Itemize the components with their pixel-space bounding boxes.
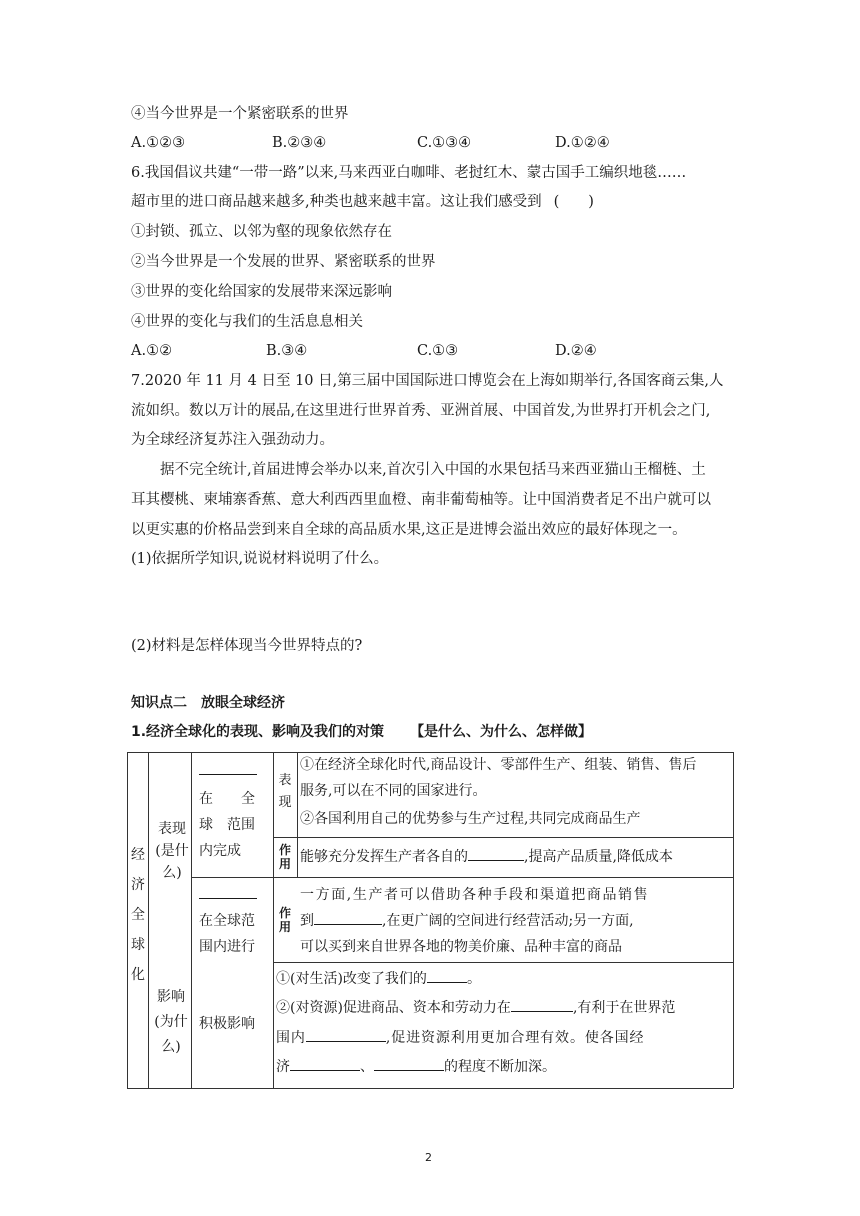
biaoxian-label: 表 现 [278, 773, 292, 810]
row7-text: 济 、 的程度不断加深。 [276, 1054, 556, 1080]
trade-label: 在全球范 围内进行 [199, 913, 255, 955]
question-type-bracket: 【是什么、为什么、怎样做】 [410, 724, 593, 740]
q7-para2-line-1: 据不完全统计,首届进博会举办以来,首次引入中国的水果包括马来西亚猫山王榴梿、土 [160, 462, 706, 478]
q6-item-2: ②当今世界是一个发展的世界、紧密联系的世界 [131, 254, 436, 270]
row3-line-3: 可以买到来自世界各地的物美价廉、品种丰富的商品 [300, 939, 622, 955]
connection-blank-1[interactable] [290, 1056, 360, 1071]
row1-line-2: 服务,可以在不同的国家进行。 [300, 783, 487, 799]
q7-subquestion-2: (2)材料是怎样体现当今世界特点的? [131, 638, 363, 654]
section-heading: 知识点二 放眼全球经济 [131, 695, 285, 711]
q5-item-4: ④当今世界是一个紧密联系的世界 [131, 106, 349, 122]
row3-line-1: 一方面,生产者可以借助各种手段和渠道把商品销售 [300, 887, 650, 903]
q6-option-a: A.①② [131, 343, 173, 359]
q6-item-4: ④世界的变化与我们的生活息息相关 [131, 314, 363, 330]
q7-para2-line-3: 以更实惠的价格品尝到来自全球的高品质水果,这正是进博会溢出效应的最好体现之一。 [131, 522, 687, 538]
q7-para2-line-2: 耳其樱桃、柬埔寨香蕉、意大利西西里血橙、南非葡萄柚等。让中国消费者足不出户就可以 [131, 492, 711, 508]
q6-stem-line-2: 超市里的进口商品越来越多,种类也越来越丰富。这让我们感受到 ( ) [131, 194, 594, 210]
market-blank[interactable] [314, 910, 382, 925]
flow-blank[interactable] [511, 997, 573, 1012]
production-blank[interactable] [199, 760, 257, 775]
impact-label: 影响 (为什 么) [154, 989, 188, 1055]
advantage-blank[interactable] [468, 846, 524, 861]
expression-label: 表现 (是什 么) [155, 821, 189, 881]
positive-impact-label: 积极影响 [199, 1016, 255, 1032]
q7-para1-line-3: 为全球经济复苏注入强劲动力。 [131, 432, 334, 448]
q5-option-d: D.①②④ [555, 135, 610, 151]
row3-line-2: 到 ,在更广阔的空间进行经营活动;另一方面, [300, 908, 634, 934]
q5-option-b: B.②③④ [272, 135, 327, 151]
answer-parentheses: ( ) [553, 194, 594, 210]
production-label: 在 全 球 范围 内完成 [199, 791, 255, 859]
row1-line-1: ①在经济全球化时代,商品设计、零部件生产、组装、销售、售后 [300, 757, 697, 773]
q6-item-3: ③世界的变化给国家的发展带来深远影响 [131, 284, 392, 300]
q6-option-b: B.③④ [266, 343, 308, 359]
trade-blank[interactable] [199, 884, 257, 899]
q6-option-c: C.①③ [417, 343, 459, 359]
q6-stem-line-1: 6.我国倡议共建“一带一路”以来,马来西亚白咖啡、老挝红木、蒙古国手工编织地毯…… [131, 165, 687, 181]
row1-line-3: ②各国利用自己的优势参与生产过程,共同完成商品生产 [300, 811, 641, 827]
row5-text: ②(对资源)促进商品、资本和劳动力在 ,有利于在世界范 [276, 995, 675, 1021]
q5-option-c: C.①③④ [417, 135, 472, 151]
zuoyong-label-2: 作 用 [278, 906, 291, 934]
row2-text: 能够充分发挥生产者各自的 ,提高产品质量,降低成本 [300, 844, 673, 870]
row4-text: ①(对生活)改变了我们的 。 [276, 966, 481, 992]
zuoyong-label-1: 作 用 [278, 843, 291, 871]
life-blank[interactable] [427, 968, 467, 983]
q7-para1-line-1: 7.2020 年 11 月 4 日至 10 日,第三届中国国际进口博览会在上海如期举行,各国客商云集,人 [131, 373, 724, 389]
q7-para1-line-2: 流如织。数以万计的展品,在这里进行世界首秀、亚洲首展、中国首发,为世界打开机会之门, [131, 403, 711, 419]
q6-option-d: D.②④ [555, 343, 597, 359]
q5-option-a: A.①②③ [131, 135, 186, 151]
q7-subquestion-1: (1)依据所学知识,说说材料说明了什么。 [131, 551, 389, 567]
allocation-blank[interactable] [306, 1027, 386, 1042]
q6-item-1: ①封锁、孤立、以邻为壑的现象依然存在 [131, 224, 392, 240]
row6-text: 围内 ,促进资源利用更加合理有效。使各国经 [276, 1025, 644, 1051]
section-subheading: 1.经济全球化的表现、影响及我们的对策 【是什么、为什么、怎样做】 [131, 724, 593, 740]
page-number: 2 [425, 1151, 432, 1164]
connection-blank-2[interactable] [374, 1056, 444, 1071]
globalization-vertical-label: 经 济 全 球 化 [131, 847, 145, 983]
